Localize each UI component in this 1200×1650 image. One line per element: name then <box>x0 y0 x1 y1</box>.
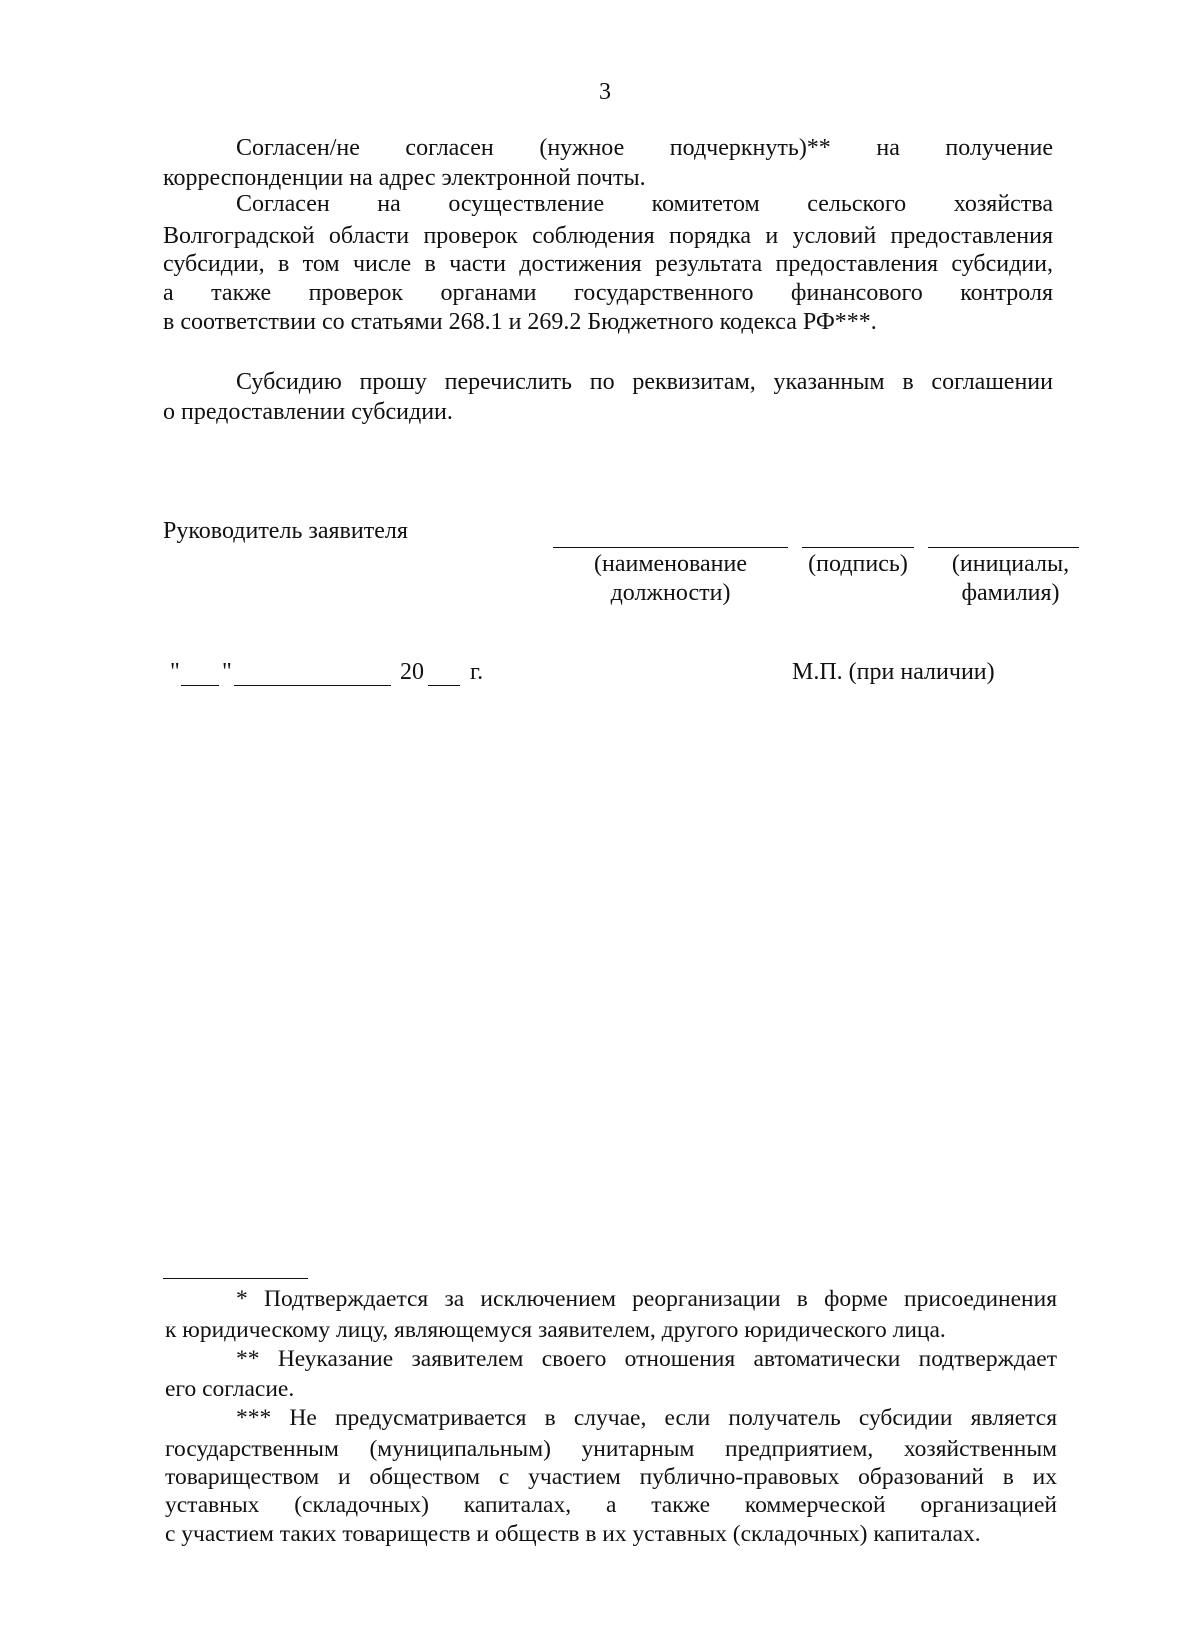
footnote-3-line-2: государственным (муниципальным) унитарным предприятием, хозяйственным <box>165 1436 1057 1462</box>
signature-line <box>802 547 914 548</box>
transfer-request-line-2: о предоставлении субсидии. <box>163 399 453 425</box>
footnote-3-line-1: *** Не предусматривается в случае, если получатель субсидии является <box>236 1405 1057 1431</box>
transfer-request-line-1: Субсидию прошу перечислить по реквизитам, указанным в соглашении <box>236 369 1053 395</box>
stamp-note: М.П. (при наличии) <box>792 659 995 685</box>
signature-caption: (подпись) <box>808 551 908 577</box>
footnote-3-line-5: с участием таких товариществ и обществ в их уставных (складочных) капиталах. <box>165 1521 981 1547</box>
footnote-separator <box>163 1278 308 1279</box>
consent-email-line-1: Согласен/не согласен (нужное подчеркнуть)** на получение <box>236 135 1053 161</box>
position-line <box>553 547 788 548</box>
consent-inspection-line-3: субсидии, в том числе в части достижения результата предоставления субсидии, <box>163 251 1053 277</box>
footnote-3-line-4: уставных (складочных) капиталах, а также коммерческой организацией <box>165 1492 1057 1518</box>
signature-role-label: Руководитель заявителя <box>163 518 408 544</box>
footnote-3-line-3: товариществом и обществом с участием публично-правовых образований в их <box>165 1464 1057 1490</box>
date-year-suffix: г. <box>470 659 484 685</box>
date-month-line <box>234 685 391 686</box>
page-number: 3 <box>599 79 611 105</box>
date-day-line <box>181 685 219 686</box>
consent-inspection-line-2: Волгоградской области проверок соблюдения порядка и условий предоставления <box>163 223 1053 249</box>
name-caption-line-2: фамилия) <box>961 580 1060 606</box>
date-open-quote: " <box>170 659 180 685</box>
position-caption-line-1: (наименование <box>593 551 748 577</box>
consent-inspection-line-1: Согласен на осуществление комитетом сельского хозяйства <box>236 191 1053 217</box>
consent-inspection-line-5: в соответствии со статьями 268.1 и 269.2 Бюджетного кодекса РФ***. <box>163 309 877 335</box>
footnote-1-line-1: * Подтверждается за исключением реорганизации в форме присоединения <box>236 1286 1057 1312</box>
date-year-line <box>428 685 460 686</box>
consent-email-line-2: корреспонденции на адрес электронной почты. <box>163 165 646 191</box>
footnote-2-line-2: его согласие. <box>165 1376 295 1402</box>
date-close-quote: " <box>222 659 232 685</box>
position-caption-line-2: должности) <box>610 580 731 606</box>
consent-inspection-line-4: а также проверок органами государственного финансового контроля <box>163 280 1053 306</box>
name-line <box>928 547 1079 548</box>
date-year-prefix: 20 <box>400 659 424 685</box>
footnote-1-line-2: к юридическому лицу, являющемуся заявителем, другого юридического лица. <box>165 1317 946 1343</box>
name-caption-line-1: (инициалы, <box>951 551 1070 577</box>
footnote-2-line-1: ** Неуказание заявителем своего отношения автоматически подтверждает <box>236 1346 1057 1372</box>
